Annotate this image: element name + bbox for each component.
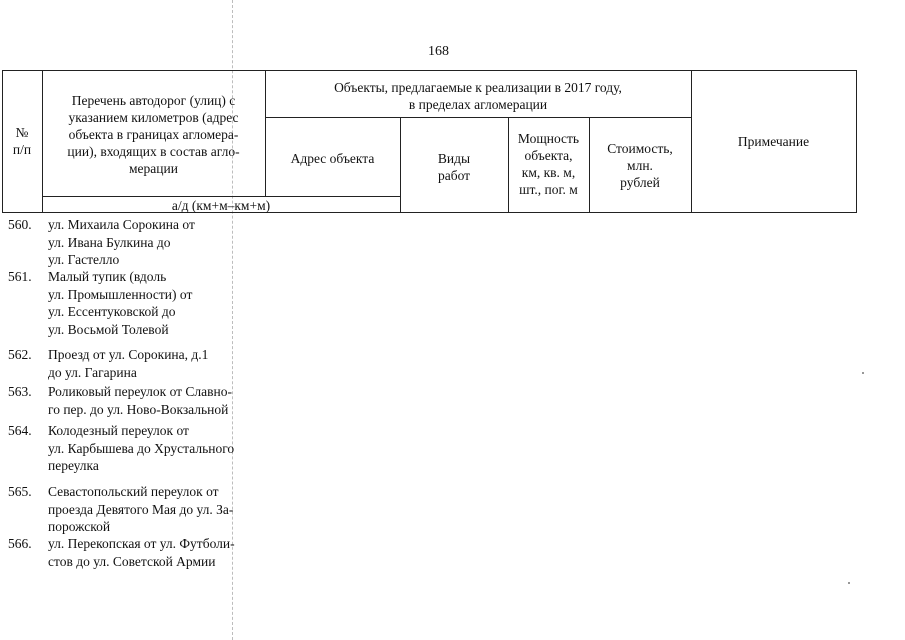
row-description: Проезд от ул. Сорокина, д.1 до ул. Гагарина — [48, 347, 209, 380]
row-description: ул. Перекопская от ул. Футболи- стов до ул. Советской Армии — [48, 536, 235, 569]
header-address: Адрес объекта — [290, 151, 375, 166]
row-number: 560. — [8, 217, 32, 232]
header-roads-sub: а/д (км+м–км+м) — [171, 198, 271, 213]
header-roads: Перечень автодорог (улиц) с указанием километров (адрес объекта в границах агломера- ции), входящих в состав агло- мерации — [67, 93, 240, 176]
row-number: 564. — [8, 423, 32, 438]
scan-speck — [848, 582, 850, 584]
row-number: 561. — [8, 269, 32, 284]
table-right-border — [856, 70, 857, 213]
header-note: Примечание — [737, 134, 810, 149]
header-works: Виды работ — [437, 151, 471, 183]
row-description: Роликовый переулок от Славно- го пер. до ул. Ново-Вокзальной — [48, 384, 232, 417]
row-number: 565. — [8, 484, 32, 499]
header-capacity: Мощность объекта, км, кв. м, шт., пог. м — [517, 131, 580, 197]
header-objects-group: Объекты, предлагаемые к реализации в 2017 году, в пределах агломерации — [334, 80, 622, 112]
table-top-border — [2, 70, 856, 71]
row-number: 566. — [8, 536, 32, 551]
row-description: ул. Михаила Сорокина от ул. Ивана Булкина до ул. Гастелло — [48, 217, 195, 267]
row-number: 562. — [8, 347, 32, 362]
row-description: Севастопольский переулок от проезда Девятого Мая до ул. За- порожской — [48, 484, 234, 534]
scan-speck — [862, 372, 864, 374]
header-num: № п/п — [12, 125, 32, 157]
objects-group-divider — [265, 117, 691, 118]
header-cost: Стоимость, млн. рублей — [607, 141, 673, 190]
row-description: Колодезный переулок от ул. Карбышева до Хрустального переулка — [48, 423, 235, 473]
row-number: 563. — [8, 384, 32, 399]
page-number: 168 — [428, 44, 449, 59]
row-description: Малый тупик (вдоль ул. Промышленности) от ул. Ессентуковской до ул. Восьмой Толевой — [48, 269, 193, 337]
